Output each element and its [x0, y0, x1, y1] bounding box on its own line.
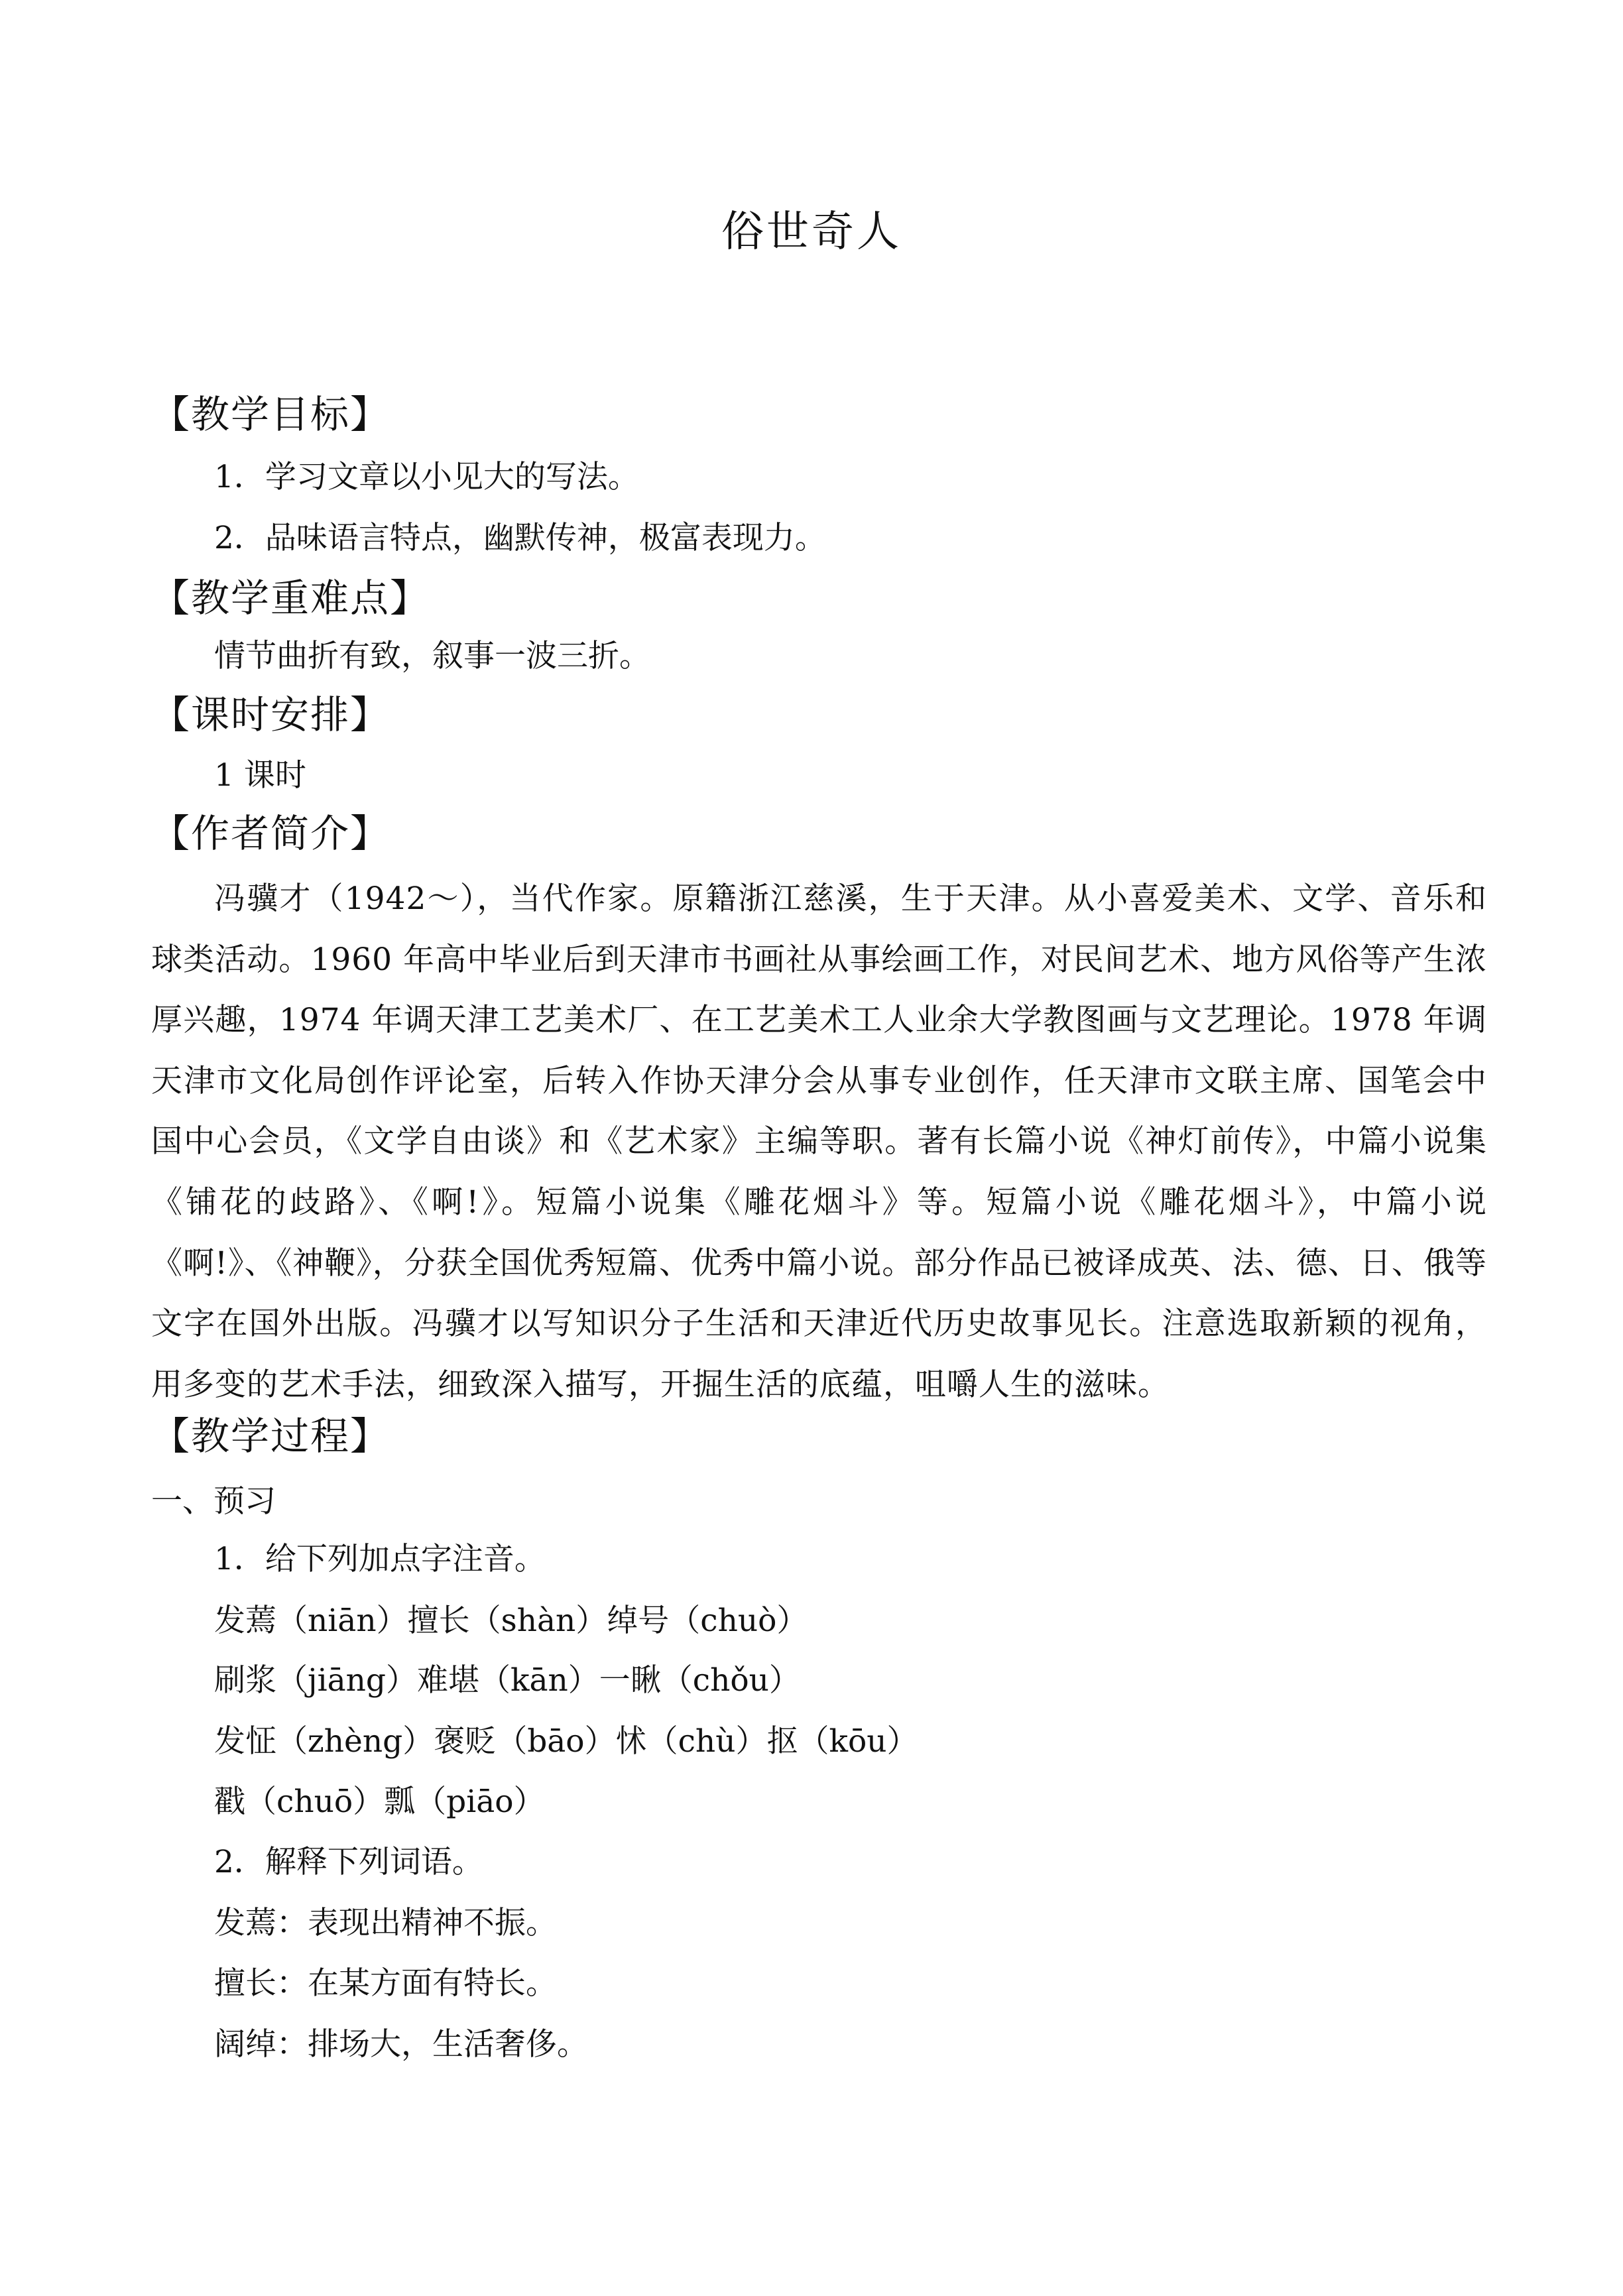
heading-teaching-goals: 【教学目标】 — [151, 392, 391, 437]
pinyin-line-4: 戳（chuō）瓢（piāo） — [214, 1783, 545, 1820]
definition-line-3: 阔绰：排场大，生活奢侈。 — [214, 2026, 588, 2063]
heading-schedule: 【课时安排】 — [151, 692, 391, 737]
definition-line-2: 擅长：在某方面有特长。 — [214, 1965, 557, 2002]
section-preview: 一、预习 — [151, 1483, 276, 1520]
key-points-text: 情节曲折有致，叙事一波三折。 — [214, 638, 650, 674]
goal-item-2: 2．品味语言特点，幽默传神，极富表现力。 — [214, 520, 826, 556]
schedule-text: 1 课时 — [214, 757, 306, 794]
heading-teaching-process: 【教学过程】 — [151, 1414, 391, 1459]
page-title: 俗世奇人 — [721, 208, 902, 257]
task-pinyin: 1．给下列加点字注音。 — [214, 1541, 546, 1577]
pinyin-line-1: 发蔫（niān）擅长（shàn）绰号（chuò） — [214, 1602, 808, 1639]
heading-author-intro: 【作者简介】 — [151, 811, 391, 856]
heading-key-points: 【教学重难点】 — [151, 575, 430, 621]
author-bio-paragraph: 冯骥才（1942～），当代作家。原籍浙江慈溪，生于天津。从小喜爱美术、文学、音乐和球类活动。1960 年高中毕业后到天津市书画社从事绘画工作，对民间艺术、地方风俗等产生浓厚兴趣，1974 年调天津工艺美术厂、在工艺美术工人业余大学教图画与文艺理论。1978 年调天津市文化局创作评论室，后转入作协天津分会从事专业创作，任天津市文联主席、国笔会中国中心会员，《文学自由谈》和《艺术家》主编等职。著有长篇小说《神灯前传》，中篇小说集《铺花的歧路》、《啊!》。短篇小说集《雕花烟斗》等。短篇小说《雕花烟斗》，中篇小说《啊!》、《神鞭》，分获全国优秀短篇、优秀中篇小说。部分作品已被译成英、法、德、日、俄等文字在国外出版。冯骥才以写知识分子生活和天津近代历史故事见长。注意选取新颖的视角，用多变的艺术手法，细致深入描写，开掘生活的底蕴，咀嚼人生的滋味。 — [151, 880, 1487, 1403]
definition-line-1: 发蔫：表现出精神不振。 — [214, 1905, 557, 1941]
task-definitions: 2．解释下列词语。 — [214, 1844, 483, 1880]
pinyin-line-3: 发怔（zhèng）褒贬（bāo）怵（chù）抠（kōu） — [214, 1723, 918, 1760]
goal-item-1: 1．学习文章以小见大的写法。 — [214, 459, 639, 495]
pinyin-line-2: 刷浆（jiāng）难堪（kān）一瞅（chǒu） — [214, 1662, 800, 1699]
